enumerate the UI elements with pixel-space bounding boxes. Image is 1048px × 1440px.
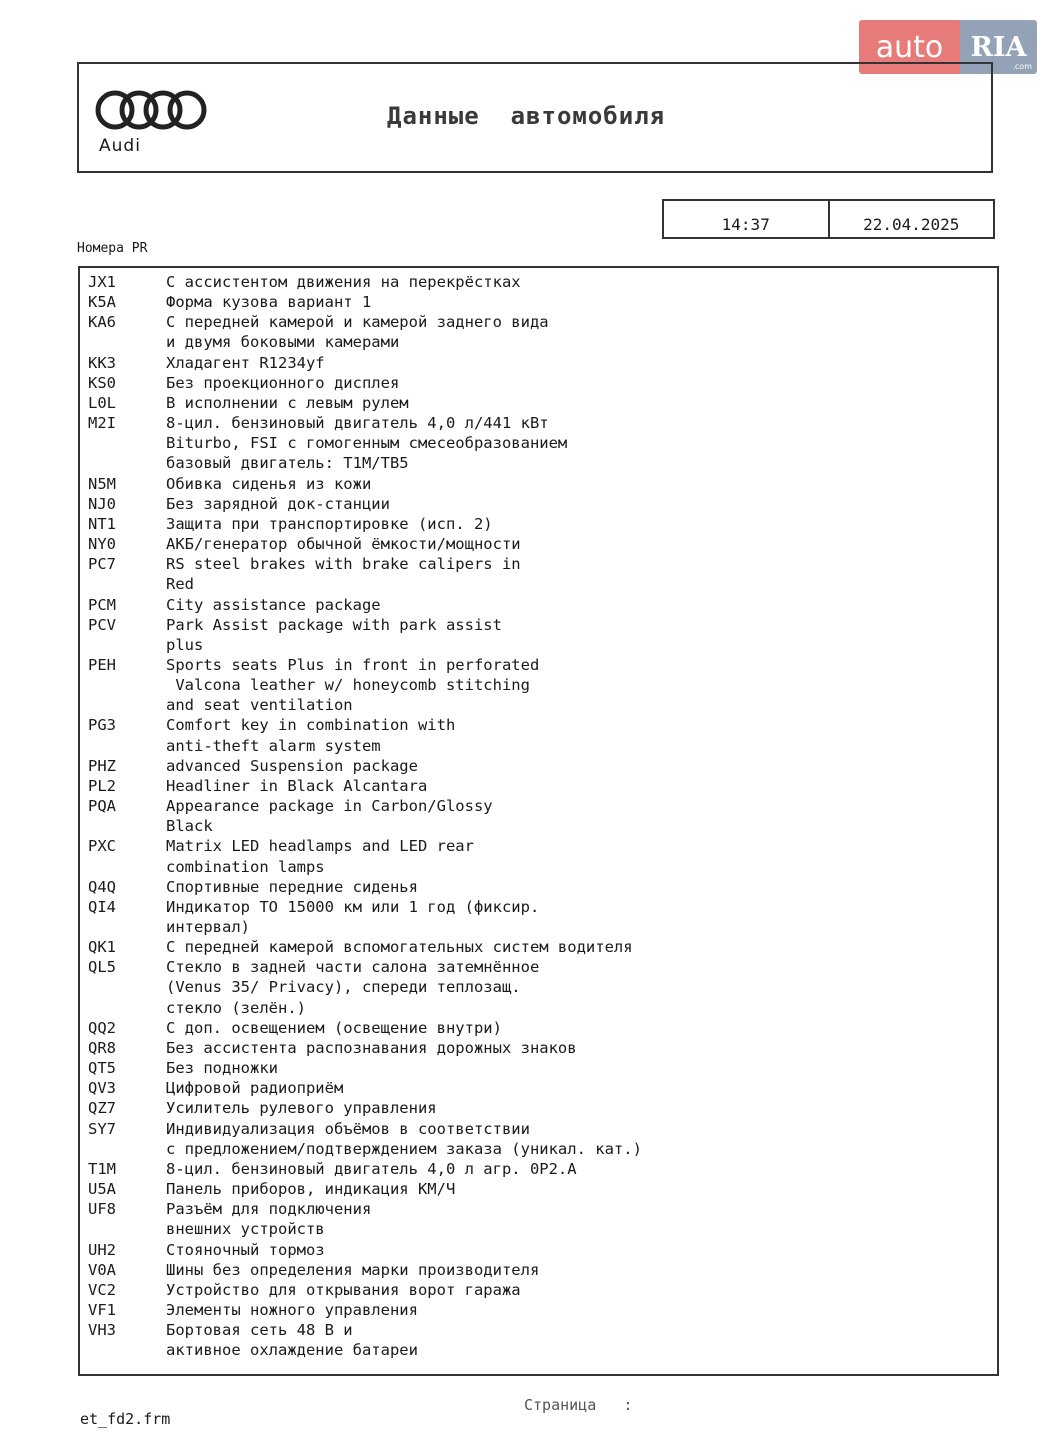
audi-rings-logo xyxy=(93,86,211,134)
pr-code: PEH xyxy=(88,655,116,674)
pr-item-row xyxy=(80,1280,997,1300)
pr-description-line: anti-theft alarm system xyxy=(166,736,381,755)
pr-description xyxy=(166,1320,997,1360)
pr-description-line: Форма кузова вариант 1 xyxy=(166,293,372,312)
pr-description xyxy=(166,1260,997,1280)
pr-description xyxy=(166,393,997,413)
pr-description-line: Индивидуализация объёмов в соответствии xyxy=(166,1119,530,1138)
pr-description-line: и двумя боковыми камерами xyxy=(166,333,400,352)
pr-description xyxy=(166,272,997,292)
pr-item-row xyxy=(80,615,997,655)
pr-code: L0L xyxy=(88,393,116,412)
pr-item-row xyxy=(80,1240,997,1260)
print-date: 22.04.2025 xyxy=(828,201,994,237)
pr-description-line: Matrix LED headlamps and LED rear xyxy=(166,837,474,856)
pr-code: PXC xyxy=(88,837,116,856)
pr-item-row xyxy=(80,655,997,715)
pr-description-line: Comfort key in combination with xyxy=(166,716,456,735)
pr-code: SY7 xyxy=(88,1119,116,1138)
pr-description-line: Без проекционного дисплея xyxy=(166,373,400,392)
pr-item-row xyxy=(80,1260,997,1280)
pr-code: KS0 xyxy=(88,373,116,392)
watermark-com-label: .com xyxy=(1012,62,1032,71)
pr-code: QK1 xyxy=(88,938,116,957)
pr-description-line: Park Assist package with park assist xyxy=(166,615,502,634)
pr-code: PC7 xyxy=(88,555,116,574)
pr-description-line: Элементы ножного управления xyxy=(166,1300,418,1319)
pr-description-line: Шины без определения марки производителя xyxy=(166,1260,540,1279)
pr-description xyxy=(166,1119,997,1159)
pr-description xyxy=(166,776,997,796)
pr-description xyxy=(166,937,997,957)
pr-item-row xyxy=(80,715,997,755)
pr-code: PQA xyxy=(88,797,116,816)
pr-item-row xyxy=(80,312,997,352)
pr-description xyxy=(166,615,997,655)
pr-description-line: plus xyxy=(166,635,204,654)
pr-description-line: Стояночный тормоз xyxy=(166,1240,325,1259)
pr-item-row xyxy=(80,393,997,413)
pr-description xyxy=(166,1098,997,1118)
pr-item-row xyxy=(80,353,997,373)
pr-description-line: City assistance package xyxy=(166,595,381,614)
pr-description-line: Обивка сиденья из кожи xyxy=(166,474,372,493)
pr-description-line: Хладагент R1234yf xyxy=(166,353,325,372)
page-number-label: Страница : xyxy=(524,1396,633,1414)
pr-description-line: С передней камерой и камерой заднего вида xyxy=(166,313,549,332)
page-title: Данные автомобиля xyxy=(387,102,666,130)
pr-item-row xyxy=(80,1199,997,1239)
pr-description-line: Appearance package in Carbon/Glossy xyxy=(166,797,493,816)
pr-description-line: 8-цил. бензиновый двигатель 4,0 л/441 кВт xyxy=(166,414,549,433)
pr-description-line: advanced Suspension package xyxy=(166,756,418,775)
pr-code: UF8 xyxy=(88,1200,116,1219)
pr-item-row xyxy=(80,1179,997,1199)
pr-description-line: RS steel brakes with brake calipers in xyxy=(166,555,521,574)
pr-item-row xyxy=(80,1159,997,1179)
pr-description-line: Без ассистента распознавания дорожных знаков xyxy=(166,1038,577,1057)
brand-name: Audi xyxy=(99,136,141,156)
pr-code: V0A xyxy=(88,1260,116,1279)
pr-description xyxy=(166,1199,997,1239)
pr-item-row xyxy=(80,776,997,796)
watermark-auto-text: auto xyxy=(859,20,960,74)
pr-item-row xyxy=(80,413,997,473)
pr-description-line: Black xyxy=(166,817,213,836)
pr-item-row xyxy=(80,1038,997,1058)
pr-description-line: Усилитель рулевого управления xyxy=(166,1099,437,1118)
pr-code: VC2 xyxy=(88,1280,116,1299)
pr-description xyxy=(166,897,997,937)
pr-description-line: Valcona leather w/ honeycomb stitching xyxy=(166,676,530,695)
pr-code: PCM xyxy=(88,595,116,614)
pr-code: UH2 xyxy=(88,1240,116,1259)
pr-description xyxy=(166,1159,997,1179)
pr-description xyxy=(166,1300,997,1320)
pr-item-row xyxy=(80,1119,997,1159)
pr-item-row xyxy=(80,1098,997,1118)
pr-description-line: С доп. освещением (освещение внутри) xyxy=(166,1018,502,1037)
pr-description-line: базовый двигатель: T1M/TB5 xyxy=(166,454,409,473)
pr-description-line: С ассистентом движения на перекрёстках xyxy=(166,273,521,291)
pr-code: N5M xyxy=(88,474,116,493)
pr-description-line: combination lamps xyxy=(166,857,325,876)
pr-description-line: Бортовая сеть 48 В и xyxy=(166,1321,353,1340)
pr-code: QR8 xyxy=(88,1038,116,1057)
pr-item-row xyxy=(80,1058,997,1078)
pr-item-row xyxy=(80,272,997,292)
pr-description-line: Без зарядной док-станции xyxy=(166,494,390,513)
pr-description xyxy=(166,554,997,594)
pr-description xyxy=(166,796,997,836)
pr-code: VH3 xyxy=(88,1321,116,1340)
pr-description xyxy=(166,1018,997,1038)
pr-description-line: В исполнении с левым рулем xyxy=(166,393,409,412)
pr-item-row xyxy=(80,796,997,836)
pr-description-line: Sports seats Plus in front in perforated xyxy=(166,655,540,674)
pr-description-line: Biturbo, FSI с гомогенным смесеобразованием xyxy=(166,434,568,453)
pr-description-line: с предложением/подтверждением заказа (уникал. кат.) xyxy=(166,1139,642,1158)
pr-item-row xyxy=(80,554,997,594)
pr-description-line: интервал) xyxy=(166,918,250,936)
pr-item-row xyxy=(80,373,997,393)
pr-description-line: АКБ/генератор обычной ёмкости/мощности xyxy=(166,535,521,554)
pr-description xyxy=(166,373,997,393)
pr-item-row xyxy=(80,836,997,876)
pr-item-row xyxy=(80,877,997,897)
pr-description xyxy=(166,1078,997,1098)
pr-code: PCV xyxy=(88,615,116,634)
pr-description-line: Headliner in Black Alcantara xyxy=(166,776,428,795)
pr-code: T1M xyxy=(88,1159,116,1178)
pr-description xyxy=(166,413,997,473)
pr-description xyxy=(166,1280,997,1300)
pr-description xyxy=(166,534,997,554)
pr-code: PG3 xyxy=(88,716,116,735)
pr-item-row xyxy=(80,494,997,514)
print-time: 14:37 xyxy=(721,215,770,234)
pr-description-line: Индикатор ТО 15000 км или 1 год (фиксир. xyxy=(166,897,540,916)
pr-description xyxy=(166,353,997,373)
pr-description-line: Разъём для подключения xyxy=(166,1200,372,1219)
pr-description-line: Устройство для открывания ворот гаража xyxy=(166,1280,521,1299)
pr-description-line: Спортивные передние сиденья xyxy=(166,877,418,896)
pr-code: PL2 xyxy=(88,776,116,795)
pr-description xyxy=(166,957,997,1017)
pr-code: NJ0 xyxy=(88,494,116,513)
pr-description xyxy=(166,595,997,615)
pr-description-line: Без подножки xyxy=(166,1059,278,1078)
pr-code: PHZ xyxy=(88,756,116,775)
pr-number-list xyxy=(78,266,999,1376)
datetime-box xyxy=(662,199,995,239)
pr-description-line: Red xyxy=(166,575,194,594)
pr-description-line: С передней камерой вспомогательных систем водителя xyxy=(166,938,633,957)
pr-description xyxy=(166,1058,997,1078)
pr-description-line: 8-цил. бензиновый двигатель 4,0 л агр. 0P2.A xyxy=(166,1159,577,1178)
pr-item-row xyxy=(80,534,997,554)
pr-code: NT1 xyxy=(88,514,116,533)
pr-code: JX1 xyxy=(88,273,116,291)
watermark-ria-label: RIA xyxy=(970,31,1027,63)
pr-description xyxy=(166,312,997,352)
pr-description-line: стекло (зелён.) xyxy=(166,998,306,1017)
pr-code: QQ2 xyxy=(88,1018,116,1037)
pr-item-row xyxy=(80,1320,997,1360)
pr-item-row xyxy=(80,957,997,1017)
pr-code: Q4Q xyxy=(88,877,116,896)
pr-item-row xyxy=(80,474,997,494)
section-label: Номера PR xyxy=(77,241,148,256)
pr-description-line: and seat ventilation xyxy=(166,696,353,715)
pr-code: U5A xyxy=(88,1180,116,1199)
pr-code: K5A xyxy=(88,293,116,312)
pr-description xyxy=(166,474,997,494)
pr-description xyxy=(166,1179,997,1199)
pr-item-row xyxy=(80,1078,997,1098)
pr-description xyxy=(166,655,997,715)
pr-code: KA6 xyxy=(88,313,116,332)
pr-item-row xyxy=(80,595,997,615)
pr-code: QI4 xyxy=(88,897,116,916)
pr-code: KK3 xyxy=(88,353,116,372)
pr-code: QV3 xyxy=(88,1079,116,1098)
pr-code: M2I xyxy=(88,414,116,433)
pr-code: VF1 xyxy=(88,1300,116,1319)
pr-item-row xyxy=(80,1018,997,1038)
pr-description xyxy=(166,1038,997,1058)
pr-description xyxy=(166,836,997,876)
pr-description-line: Защита при транспортировке (исп. 2) xyxy=(166,514,493,533)
pr-item-row xyxy=(80,514,997,534)
form-name: et_fd2.frm xyxy=(80,1410,171,1428)
pr-code: QL5 xyxy=(88,958,116,977)
pr-description-line: Стекло в задней части салона затемнённое xyxy=(166,958,540,977)
document-header xyxy=(77,62,993,173)
pr-description-line: внешних устройств xyxy=(166,1220,325,1239)
pr-description-line: активное охлаждение батареи xyxy=(166,1341,418,1360)
pr-description xyxy=(166,715,997,755)
pr-description-line: (Venus 35/ Privacy), спереди теплозащ. xyxy=(166,978,521,997)
pr-description-line: Панель приборов, индикация КМ/Ч xyxy=(166,1180,456,1199)
pr-item-row xyxy=(80,1300,997,1320)
pr-item-row xyxy=(80,937,997,957)
pr-description xyxy=(166,292,997,312)
pr-description xyxy=(166,494,997,514)
pr-description xyxy=(166,514,997,534)
pr-item-row xyxy=(80,897,997,937)
pr-description xyxy=(166,1240,997,1260)
pr-description xyxy=(166,877,997,897)
pr-code: NY0 xyxy=(88,535,116,554)
pr-code: QT5 xyxy=(88,1059,116,1078)
pr-description xyxy=(166,756,997,776)
pr-item-row xyxy=(80,756,997,776)
pr-item-row xyxy=(80,292,997,312)
pr-code: QZ7 xyxy=(88,1099,116,1118)
pr-description-line: Цифровой радиоприём xyxy=(166,1079,344,1098)
